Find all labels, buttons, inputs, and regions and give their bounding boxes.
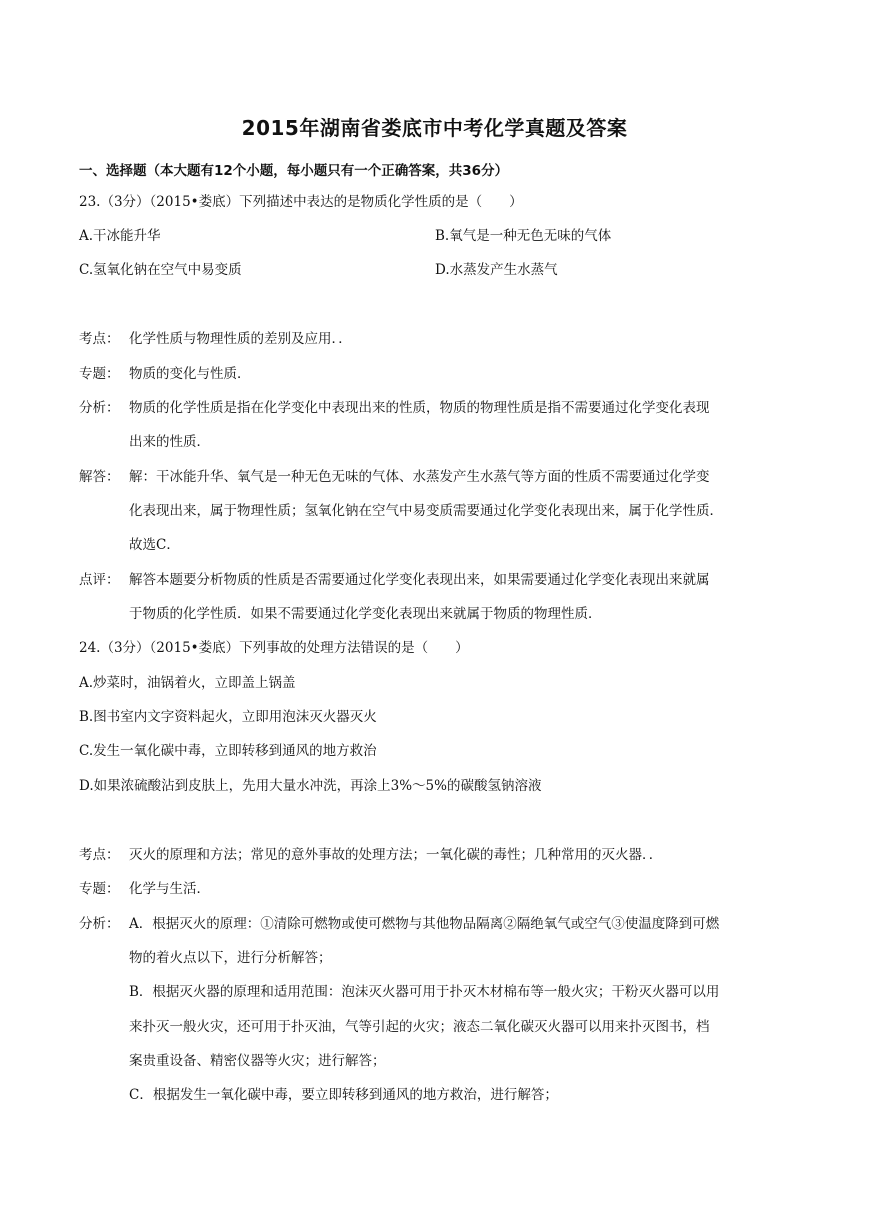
q23-jieda-line2: 化表现出来，属于物理性质；氢氧化钠在空气中易变质需要通过化学变化表现出来，属于化学性质． [129, 503, 723, 519]
q23-option-b: B.氧气是一种无色无味的气体 [435, 228, 612, 244]
q24-fenxi-b-line3: 案贵重设备、精密仪器等火灾；进行解答； [129, 1053, 386, 1069]
q24-fenxi-a-line2: 物的着火点以下，进行分析解答； [129, 950, 332, 966]
page-title: 2015年湖南省娄底市中考化学真题及答案 [241, 116, 628, 140]
section-heading: 一、选择题（本大题有12个小题，每小题只有一个正确答案，共36分） [79, 163, 509, 179]
q24-option-a: A.炒菜时，油锅着火，立即盖上锅盖 [79, 675, 296, 691]
q23-option-c: C.氢氧化钠在空气中易变质 [79, 262, 242, 278]
q24-kaodian-label: 考点： [79, 847, 120, 863]
q23-zhuanti-label: 专题： [79, 366, 120, 382]
q23-jieda-line3: 故选C． [129, 537, 180, 553]
q23-zhuanti: 物质的变化与性质． [129, 366, 251, 382]
q23-fenxi-line1: 物质的化学性质是指在化学变化中表现出来的性质，物质的物理性质是指不需要通过化学变化表现 [129, 400, 710, 416]
question-23-stem: 23.（3分）（2015•娄底）下列描述中表达的是物质化学性质的是（ ） [79, 194, 523, 210]
q23-fenxi-line2: 出来的性质． [129, 434, 210, 450]
q24-fenxi-b-line2: 来扑灭一般火灾，还可用于扑灭油，气等引起的火灾；液态二氧化碳灭火器可以用来扑灭图书，档 [129, 1019, 710, 1035]
q23-option-d: D.水蒸发产生水蒸气 [435, 262, 558, 278]
q24-zhuanti-label: 专题： [79, 881, 120, 897]
q24-fenxi-a-line1: A．根据灭火的原理：①清除可燃物或使可燃物与其他物品隔离②隔绝氧气或空气③使温度降到可燃 [129, 916, 720, 932]
q24-fenxi-b-line1: B．根据灭火器的原理和适用范围：泡沫灭火器可用于扑灭木材棉布等一般火灾；干粉灭火器可以用 [129, 984, 720, 1000]
q23-kaodian: 化学性质与物理性质的差别及应用．． [129, 331, 352, 347]
q23-dianping-line2: 于物质的化学性质．如果不需要通过化学变化表现出来就属于物质的物理性质． [129, 606, 602, 622]
q23-fenxi-label: 分析： [79, 400, 120, 416]
question-24-stem: 24.（3分）（2015•娄底）下列事故的处理方法错误的是（ ） [79, 640, 469, 656]
q24-fenxi-c-line1: C．根据发生一氧化碳中毒，要立即转移到通风的地方救治，进行解答； [129, 1087, 558, 1103]
q24-zhuanti: 化学与生活． [129, 881, 210, 897]
q23-dianping-line1: 解答本题要分析物质的性质是否需要通过化学变化表现出来，如果需要通过化学变化表现出来就属 [129, 572, 710, 588]
q23-option-a: A.干冰能升华 [79, 228, 161, 244]
q23-kaodian-label: 考点： [79, 331, 120, 347]
q23-jieda-line1: 解：干冰能升华、氧气是一种无色无味的气体、水蒸发产生水蒸气等方面的性质不需要通过化学变 [129, 469, 710, 485]
q23-jieda-label: 解答： [79, 469, 120, 485]
q24-kaodian: 灭火的原理和方法；常见的意外事故的处理方法；一氧化碳的毒性；几种常用的灭火器．． [129, 847, 663, 863]
q23-dianping-label: 点评： [79, 572, 120, 588]
q24-option-d: D.如果浓硫酸沾到皮肤上，先用大量水冲洗，再涂上3%～5%的碳酸氢钠溶液 [79, 778, 542, 794]
q24-fenxi-label: 分析： [79, 916, 120, 932]
q24-option-c: C.发生一氧化碳中毒，立即转移到通风的地方救治 [79, 743, 377, 759]
q24-option-b: B.图书室内文字资料起火，立即用泡沫灭火器灭火 [79, 709, 377, 725]
